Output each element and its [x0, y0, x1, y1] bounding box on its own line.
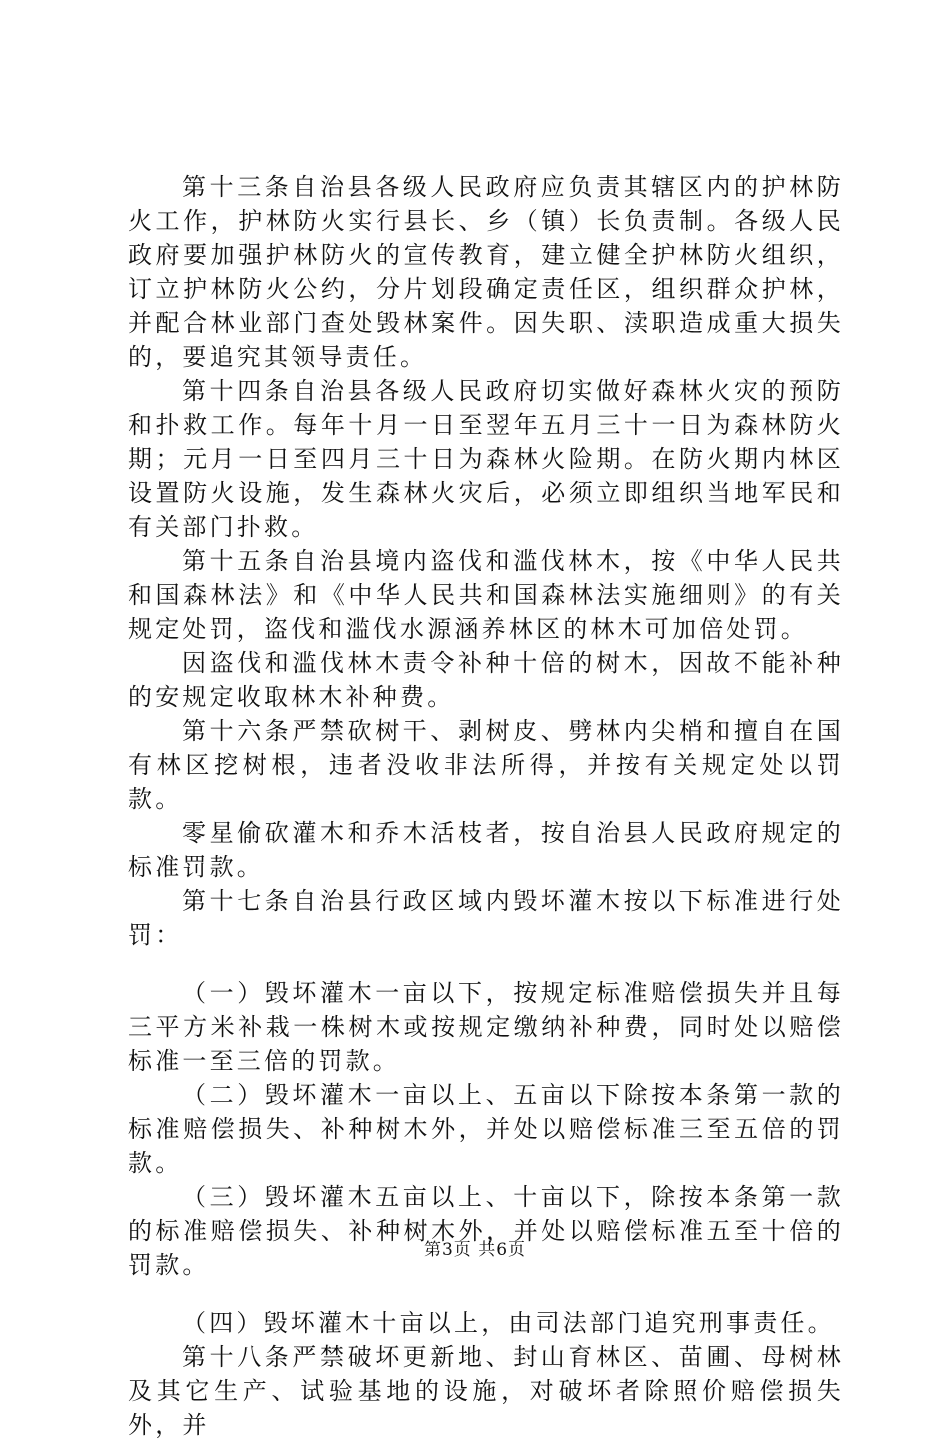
paragraph-article-16: 第十六条严禁砍树干、剥树皮、劈林内尖梢和擅自在国有林区挖树根，违者没收非法所得，并按有关规定处以罚款。 — [128, 717, 844, 813]
paragraph-item-3: （三）毁坏灌木五亩以上、十亩以下，除按本条第一款的标准赔偿损失、补种树木外，并处以赔偿标准五至十倍的罚款。 — [128, 1183, 844, 1279]
paragraph-replanting-note: 因盗伐和滥伐林木责令补种十倍的树木，因故不能补种的安规定收取林木补种费。 — [128, 649, 844, 711]
paragraph-sporadic-cutting: 零星偷砍灌木和乔木活枝者，按自治县人民政府规定的标准罚款。 — [128, 819, 844, 881]
paragraph-article-14: 第十四条自治县各级人民政府切实做好森林火灾的预防和扑救工作。每年十月一日至翌年五月三十一日为森林防火期；元月一日至四月三十日为森林火险期。在防火期内林区设置防火设施，发生森林火灾后，必须立即组织当地军民和有关部门扑救。 — [128, 377, 844, 541]
paragraph-article-17: 第十七条自治县行政区域内毁坏灌木按以下标准进行处罚： — [128, 887, 844, 949]
paragraph-item-4: （四）毁坏灌木十亩以上，由司法部门追究刑事责任。 — [182, 1309, 835, 1337]
paragraph-article-13: 第十三条自治县各级人民政府应负责其辖区内的护林防火工作，护林防火实行县长、乡（镇）长负责制。各级人民政府要加强护林防火的宣传教育，建立健全护林防火组织，订立护林防火公约，分片划段确定责任区，组织群众护林，并配合林业部门查处毁林案件。因失职、渎职造成重大损失的，要追究其领导责任。 — [128, 173, 844, 371]
paragraph-article-15: 第十五条自治县境内盗伐和滥伐林木，按《中华人民共和国森林法》和《中华人民共和国森林法实施细则》的有关规定处罚，盗伐和滥伐水源涵养林区的林木可加倍处罚。 — [128, 547, 844, 643]
page-number-footer: 第3页 共6页 — [423, 1240, 527, 1260]
paragraph-article-18: 第十八条严禁破坏更新地、封山育林区、苗圃、母树林及其它生产、试验基地的设施，对破坏者除照价赔偿损失外，并 — [128, 1343, 844, 1439]
paragraph-item-1: （一）毁坏灌木一亩以下，按规定标准赔偿损失并且每三平方米补栽一株树木或按规定缴纳补种费，同时处以赔偿标准一至三倍的罚款。 — [128, 979, 844, 1075]
paragraph-item-2: （二）毁坏灌木一亩以上、五亩以下除按本条第一款的标准赔偿损失、补种树木外，并处以赔偿标准三至五倍的罚款。 — [128, 1081, 844, 1177]
